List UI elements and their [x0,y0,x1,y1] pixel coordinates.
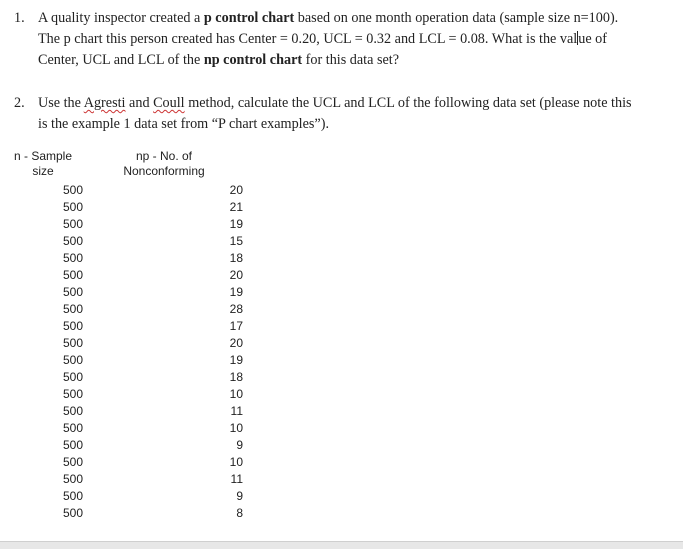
column-header-sample-size [8,149,78,179]
cell-sample-size: 500 [62,353,83,367]
cell-sample-size: 500 [62,183,83,197]
question-2 [14,93,634,135]
cell-sample-size: 500 [62,285,83,299]
cell-sample-size: 500 [62,336,83,350]
cell-sample-size: 500 [62,370,83,384]
table-row [0,386,260,403]
table-row [0,182,260,199]
table-row [0,233,260,250]
table-row [0,488,260,505]
table-body [0,182,260,522]
cell-nonconforming: 10 [229,421,243,435]
cell-nonconforming: 9 [236,489,243,503]
question-2-number: 2. [14,95,25,111]
cell-sample-size: 500 [62,319,83,333]
q1-text-part: ue of Center, UCL and LCL of the [38,31,607,68]
cell-nonconforming: 28 [229,302,243,316]
cell-nonconforming: 18 [229,251,243,265]
cell-sample-size: 500 [62,217,83,231]
cell-nonconforming: 11 [230,404,243,418]
q1-bold-np-chart: np control chart [203,52,303,68]
q1-text-part: for this data set? [305,52,400,68]
cell-sample-size: 500 [62,302,83,316]
table-row [0,335,260,352]
column-header-nonconforming [110,149,218,179]
spellcheck-word-agresti[interactable]: Agresti [83,95,126,111]
header-line: Nonconforming [123,164,205,178]
header-line: np - No. of [135,149,193,163]
cell-nonconforming: 15 [229,234,243,248]
cell-nonconforming: 20 [229,268,243,282]
cell-nonconforming: 9 [236,438,243,452]
cell-sample-size: 500 [62,472,83,486]
q1-text-part: based on one month operation data (sample size n=100). The p chart this person created has Center = 0.20, UCL = 0.32 and LCL = 0.08. What is the val [38,10,619,47]
cell-sample-size: 500 [62,506,83,520]
cell-nonconforming: 11 [230,472,243,486]
table-row [0,437,260,454]
cell-nonconforming: 20 [229,336,243,350]
header-line: n - Sample [13,149,73,163]
table-row [0,454,260,471]
cell-nonconforming: 8 [236,506,243,520]
cell-sample-size: 500 [62,455,83,469]
cell-nonconforming: 19 [229,285,243,299]
table-row [0,505,260,522]
header-line: size [32,164,54,178]
table-row [0,369,260,386]
q2-text-part: method, calculate the UCL and LCL of the following data set (please note this is the example 1 data set from “P chart examples”). [38,95,632,132]
table-row [0,267,260,284]
table-row [0,284,260,301]
cell-sample-size: 500 [62,268,83,282]
table-row [0,318,260,335]
cell-sample-size: 500 [62,438,83,452]
table-row [0,471,260,488]
table-row [0,403,260,420]
question-1-text[interactable] [38,8,634,71]
cell-nonconforming: 19 [229,217,243,231]
table-row [0,199,260,216]
table-row [0,250,260,267]
table-row [0,420,260,437]
cell-nonconforming: 20 [229,183,243,197]
cell-sample-size: 500 [62,387,83,401]
cell-nonconforming: 10 [229,387,243,401]
cell-nonconforming: 17 [229,319,243,333]
cell-nonconforming: 18 [229,370,243,384]
q1-bold-p-chart: p control chart [203,10,295,26]
spellcheck-word-coull[interactable]: Coull [153,95,185,111]
cell-sample-size: 500 [62,489,83,503]
table-row [0,352,260,369]
question-1-number: 1. [14,10,25,26]
q2-text-part: Use the [38,95,81,111]
question-1 [14,8,634,71]
cell-sample-size: 500 [62,251,83,265]
cell-nonconforming: 10 [229,455,243,469]
cell-sample-size: 500 [62,421,83,435]
q1-text-part: A quality inspector created a [38,10,201,26]
table-row [0,216,260,233]
cell-nonconforming: 19 [229,353,243,367]
question-2-text[interactable] [38,93,634,135]
cell-sample-size: 500 [62,200,83,214]
table-row [0,301,260,318]
cell-sample-size: 500 [62,404,83,418]
cell-sample-size: 500 [62,234,83,248]
q2-text-part: and [129,95,150,111]
cell-nonconforming: 21 [229,200,243,214]
